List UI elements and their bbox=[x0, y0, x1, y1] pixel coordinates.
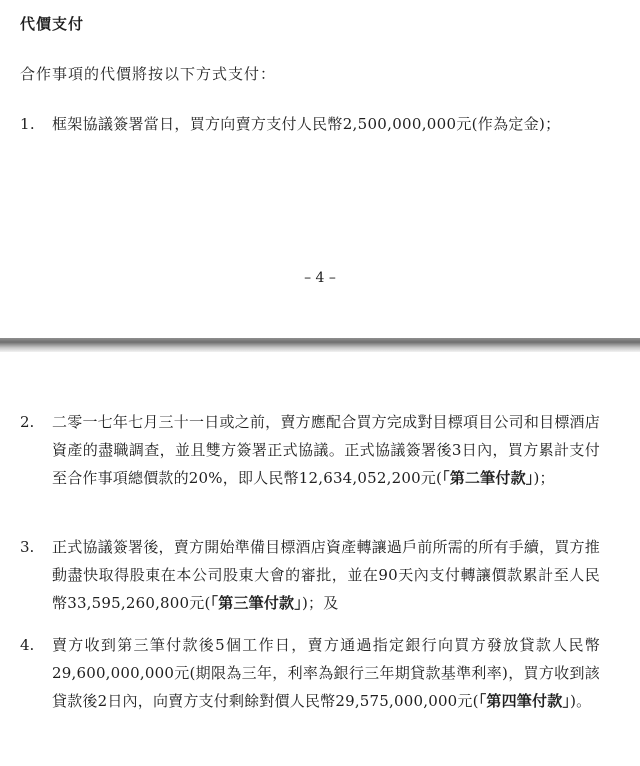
document-page-upper bbox=[0, 0, 640, 340]
document-page-lower bbox=[0, 352, 640, 766]
page-number: – 4 – bbox=[304, 270, 336, 286]
item-text bbox=[52, 631, 600, 715]
item-number: 3. bbox=[20, 538, 35, 556]
item-text bbox=[52, 533, 600, 617]
payment-item-2 bbox=[20, 408, 600, 492]
defined-term: 「第四筆付款」 bbox=[478, 692, 571, 710]
item-text-end: )；及 bbox=[301, 594, 339, 612]
defined-term: 「第三筆付款」 bbox=[210, 594, 302, 612]
page-separator bbox=[0, 338, 640, 352]
item-text-main: 二零一七年七月三十一日或之前，賣方應配合買方完成對目標項目公司和目標酒店資產的盡職調查，並且雙方簽署正式協議。正式協議簽署後3日內，買方累計支付至合作事項總價款的20%，即人民幣12,634,052,200元( bbox=[52, 413, 600, 487]
item-number: 1. bbox=[20, 115, 35, 133]
item-number: 4. bbox=[20, 636, 35, 654]
payment-item-1 bbox=[20, 113, 560, 134]
intro-paragraph: 合作事項的代價將按以下方式支付： bbox=[20, 65, 277, 83]
item-number: 2. bbox=[20, 413, 35, 431]
item-text: 框架協議簽署當日，買方向賣方支付人民幣2,500,000,000元(作為定金)； bbox=[52, 115, 561, 133]
item-text-main: 正式協議簽署後，賣方開始準備目標酒店資產轉讓過戶前所需的所有手續，買方推動盡快取得股東在本公司股東大會的審批，並在90天內支付轉讓價款累計至人民幣33,595,260,800元( bbox=[52, 538, 600, 612]
defined-term: 「第二筆付款」 bbox=[442, 469, 534, 487]
item-text-main: 賣方收到第三筆付款後5個工作日，賣方通過指定銀行向買方發放貸款人民幣29,600,000,000元(期限為三年，利率為銀行三年期貸款基準利率)，買方收到該貸款後2日內，向賣方支付剩餘對價人民幣29,575,000,000元( bbox=[52, 636, 600, 710]
item-text-end: )； bbox=[533, 469, 555, 487]
item-text bbox=[52, 408, 600, 492]
payment-item-4 bbox=[20, 631, 600, 715]
section-heading: 代價支付 bbox=[20, 15, 85, 33]
payment-item-3 bbox=[20, 533, 600, 617]
item-text-end: )。 bbox=[570, 692, 592, 710]
